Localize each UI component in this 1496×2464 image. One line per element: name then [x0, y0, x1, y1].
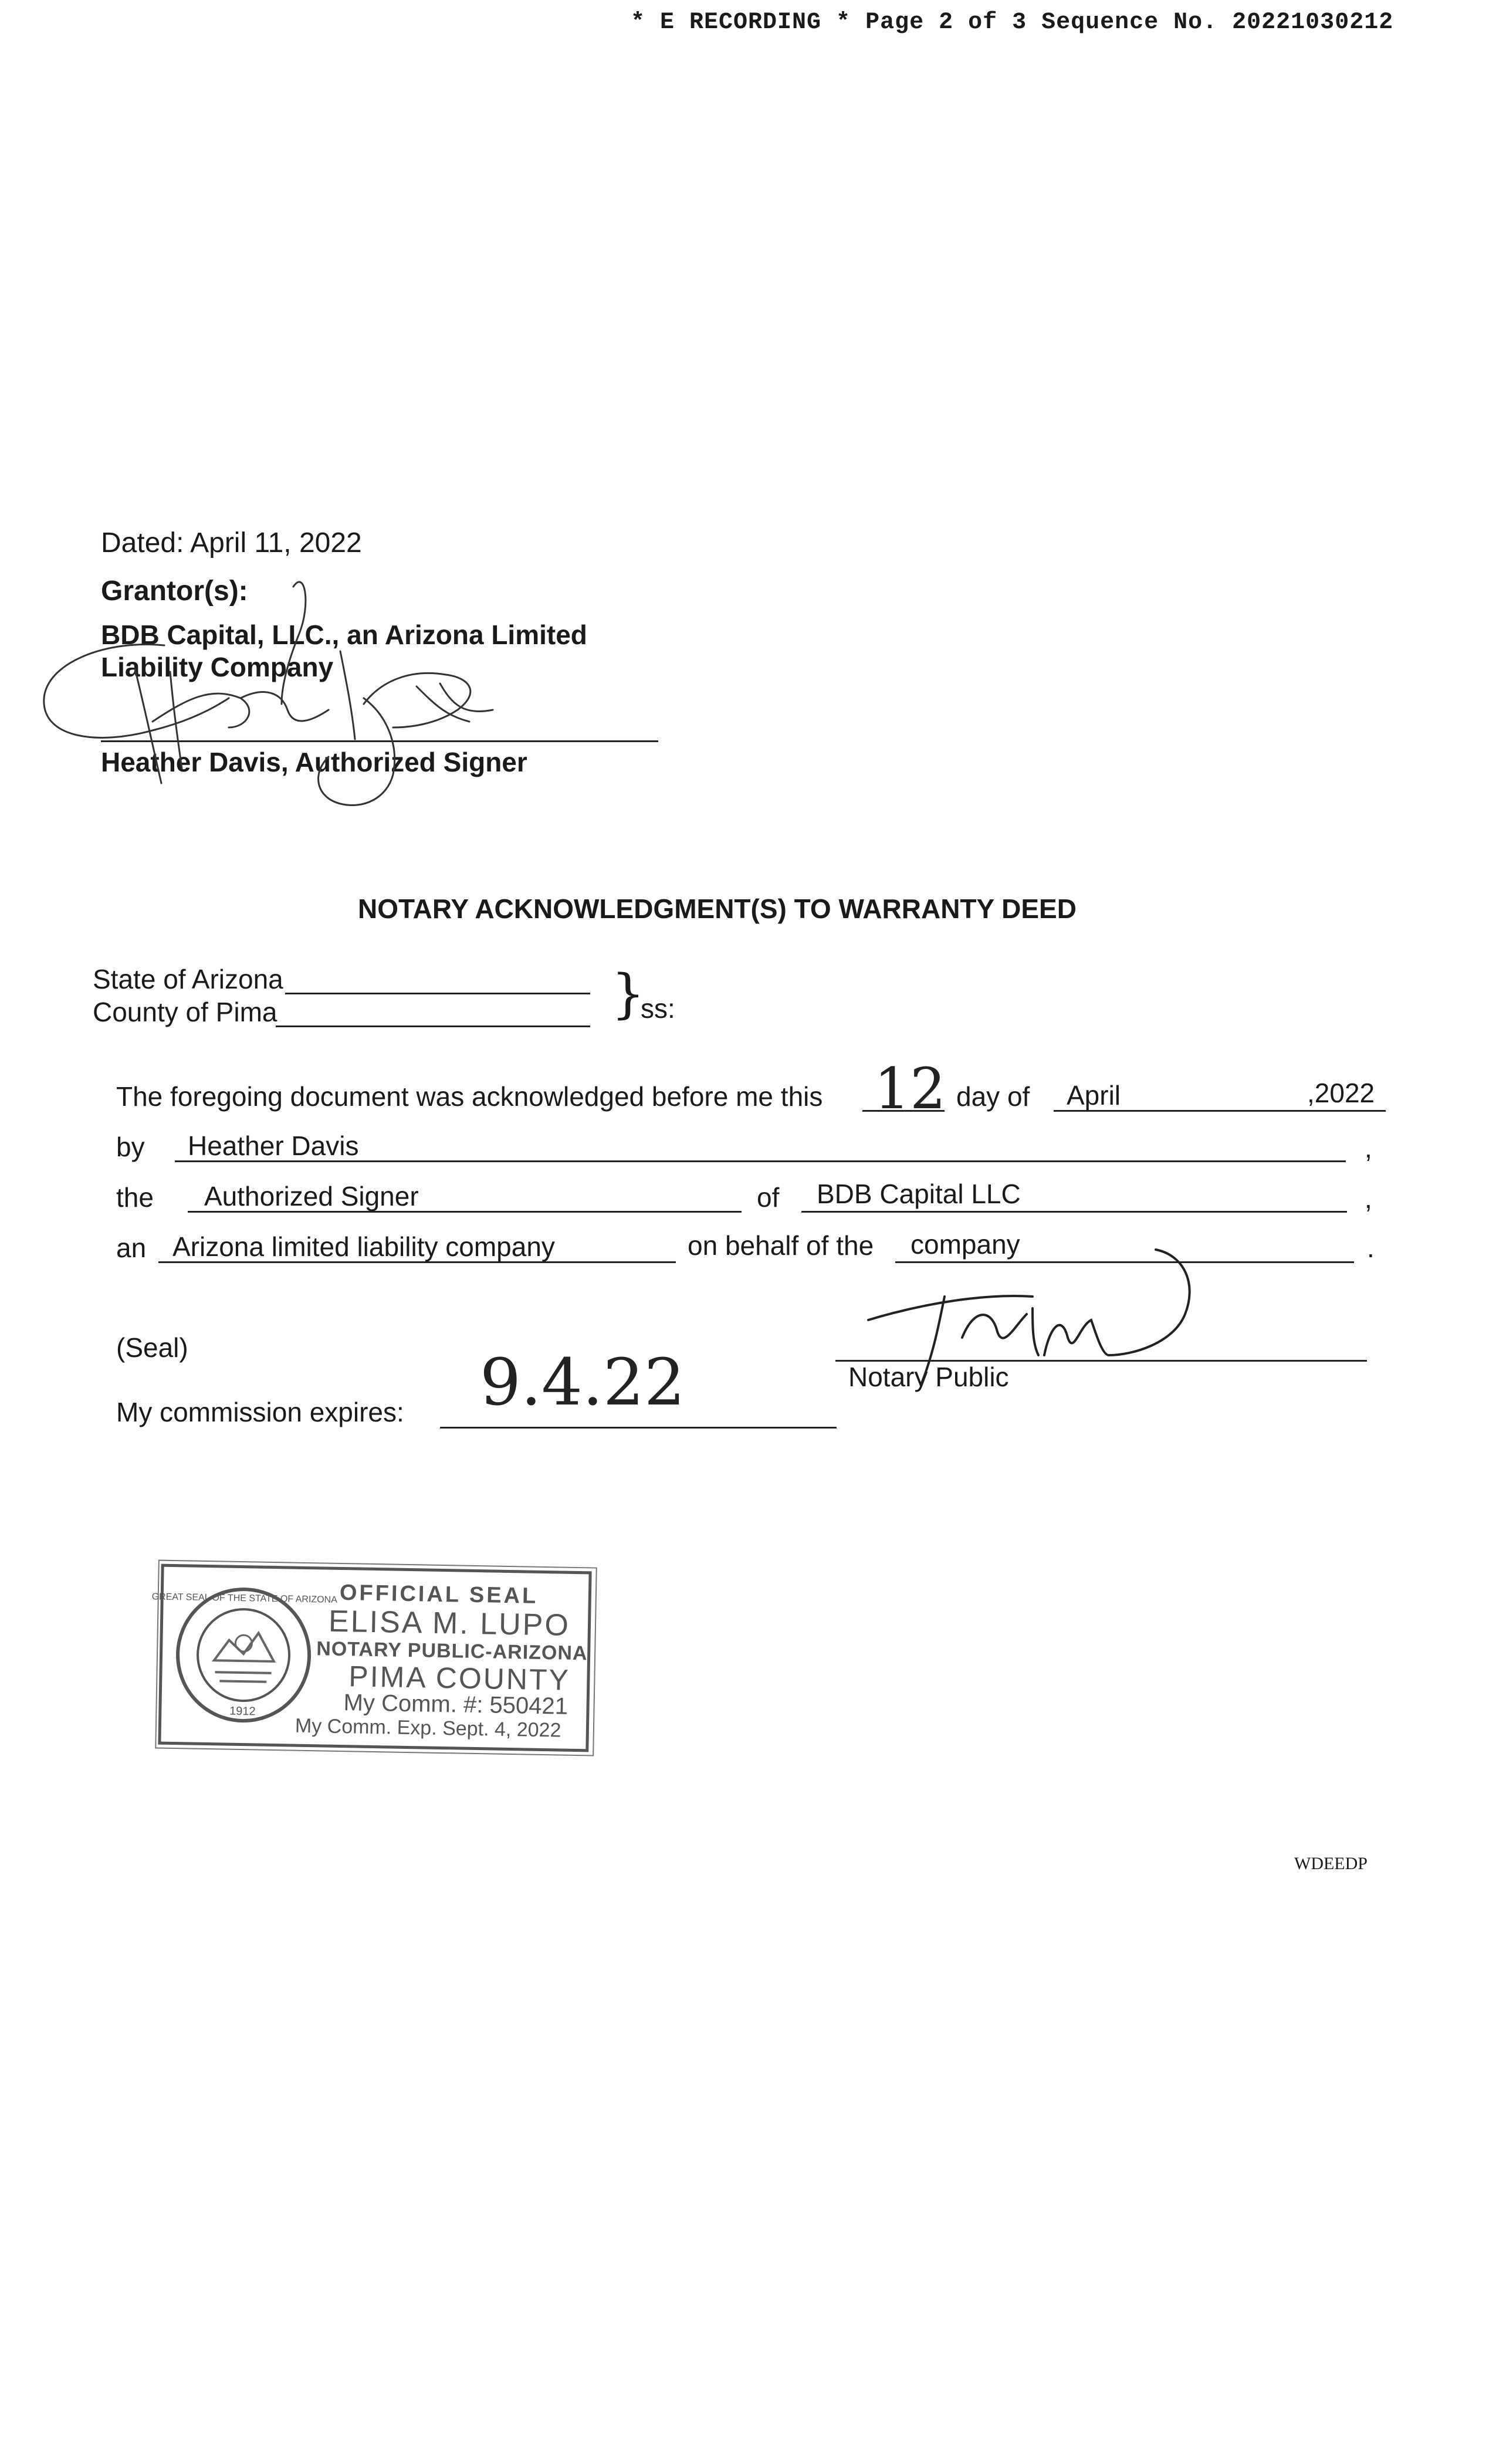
entity-comma: , [1365, 1183, 1372, 1214]
recording-banner: * E RECORDING * Page 2 of 3 Sequence No. 20221030212 [631, 9, 1394, 36]
grantor-name-line2: Liability Company [101, 652, 334, 682]
grantor-label: Grantor(s): [101, 576, 248, 607]
state-field-line [285, 993, 590, 994]
by-comma: , [1365, 1133, 1372, 1163]
county-field-line [276, 1025, 590, 1027]
state-label: State of Arizona [93, 964, 283, 994]
form-code: WDEEDP [1294, 1854, 1368, 1873]
day-value: 12 [874, 1056, 946, 1122]
month-value: April [1067, 1080, 1121, 1111]
county-label: County of Pima [93, 997, 277, 1027]
stamp-commission-number: My Comm. #: 550421 [343, 1690, 568, 1720]
stamp-notary-public: NOTARY PUBLIC-ARIZONA [316, 1637, 588, 1665]
ss-label: ss: [641, 993, 675, 1024]
dated-line: Dated: April 11, 2022 [101, 527, 362, 559]
behalf-period: . [1367, 1233, 1375, 1263]
stamp-county: PIMA COUNTY [348, 1660, 571, 1697]
arizona-state-seal [151, 1583, 337, 1727]
by-label: by [116, 1132, 145, 1162]
seal-year: 1912 [229, 1704, 256, 1718]
year-value: ,2022 [1307, 1078, 1375, 1108]
stamp-commission-expiration: My Comm. Exp. Sept. 4, 2022 [295, 1714, 561, 1742]
on-behalf-label: on behalf of the [688, 1230, 874, 1261]
seal-ring-text: GREAT SEAL OF THE STATE OF ARIZONA [151, 1592, 337, 1605]
notary-title: NOTARY ACKNOWLEDGMENT(S) TO WARRANTY DEED [358, 893, 1077, 924]
entity-value: BDB Capital LLC [817, 1179, 1021, 1209]
ss-brace: } [611, 963, 645, 1025]
notary-signature [857, 1238, 1209, 1390]
stamp-official-seal: OFFICIAL SEAL [339, 1580, 539, 1609]
commission-label: My commission expires: [116, 1397, 404, 1427]
the-label: the [116, 1182, 154, 1213]
notary-public-label: Notary Public [848, 1362, 1009, 1392]
seal-label: (Seal) [116, 1332, 188, 1363]
commission-field-line [440, 1427, 837, 1429]
grantor-signature [35, 551, 563, 833]
stamp-notary-name: ELISA M. LUPO [328, 1604, 571, 1643]
behalf-value: company [911, 1229, 1020, 1260]
entity-field-line [801, 1211, 1347, 1213]
commission-value: 9.4.22 [480, 1345, 685, 1420]
an-label: an [116, 1233, 147, 1263]
signer-title-value: Authorized Signer [204, 1181, 419, 1211]
official-seal-stamp [151, 1564, 591, 1752]
of-label: of [757, 1182, 780, 1213]
by-value: Heather Davis [188, 1131, 359, 1161]
day-of-label: day of [956, 1081, 1030, 1112]
foregoing-text: The foregoing document was acknowledged before me this [116, 1081, 823, 1112]
signer-name: Heather Davis, Authorized Signer [101, 747, 527, 777]
entity-type-value: Arizona limited liability company [172, 1231, 555, 1262]
grantor-name-line1: BDB Capital, LLC., an Arizona Limited [101, 620, 587, 650]
